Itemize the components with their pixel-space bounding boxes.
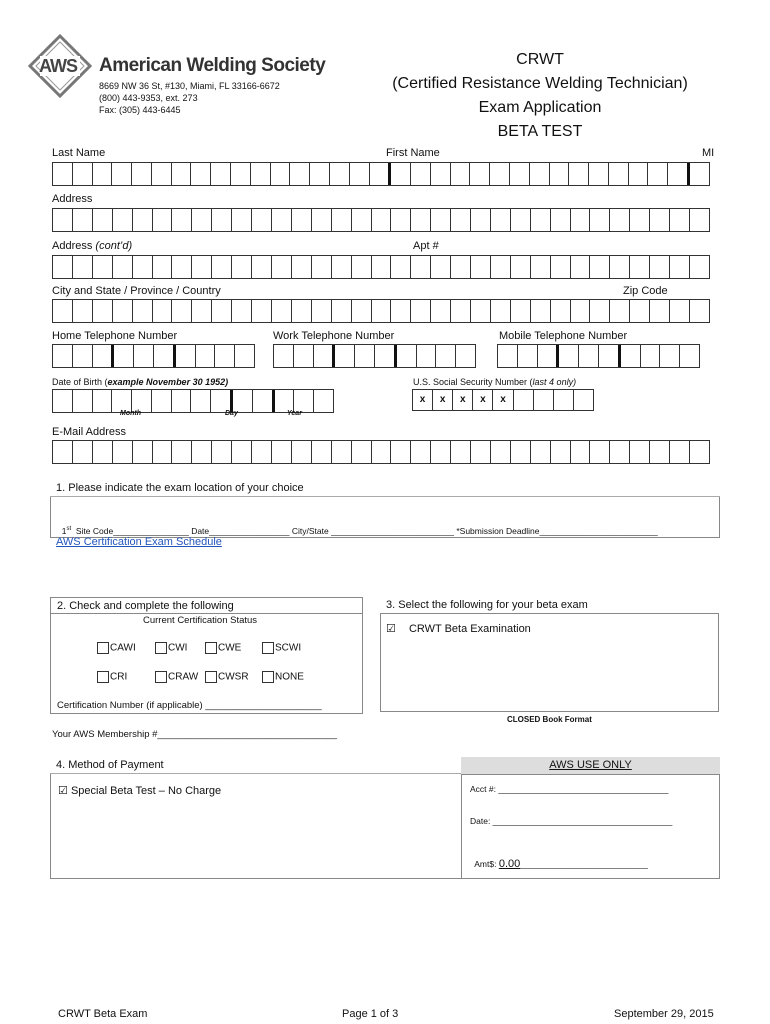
work-phone-label: Work Telephone Number — [273, 330, 395, 342]
cert-number-field[interactable]: Certification Number (if applicable) ______________________ — [57, 700, 322, 711]
cert-option-cwsr[interactable] — [205, 671, 249, 683]
checkbox-icon — [205, 642, 217, 654]
cert-option-label: CWSR — [218, 671, 249, 683]
footer-date: September 29, 2015 — [614, 1008, 714, 1020]
mi-label: MI — [702, 147, 715, 159]
dob-year-caption: Year — [287, 410, 302, 417]
cert-option-label: CWI — [168, 642, 188, 654]
cert-option-cri[interactable] — [97, 671, 127, 683]
ssn-mask-2: x — [433, 390, 453, 410]
aws-logo — [28, 34, 92, 98]
dob-label-main: Date of Birth ( — [52, 377, 108, 387]
ordinal-sup: st — [66, 526, 72, 533]
membership-field[interactable]: Your AWS Membership #__________________________________ — [52, 729, 338, 740]
dob-day-caption: Day — [225, 410, 238, 417]
ssn-mask-3: x — [453, 390, 473, 410]
org-name: American Welding Society — [99, 55, 326, 76]
cert-option-cwe[interactable] — [205, 642, 241, 654]
zip-label: Zip Code — [623, 285, 668, 297]
title-line4: BETA TEST — [497, 123, 583, 140]
cert-option-cawi[interactable] — [97, 642, 136, 654]
ordinal: 1 — [61, 526, 67, 536]
beta-exam-label: CRWT Beta Examination — [408, 623, 531, 635]
section2-panel — [50, 613, 363, 714]
address-contd-main: Address — [52, 240, 96, 252]
section3-header: 3. Select the following for your beta exam — [380, 597, 720, 614]
cert-option-none[interactable] — [262, 671, 304, 683]
amount-line: ___________________________ — [520, 859, 648, 869]
address-contd-italic: (cont’d) — [95, 240, 133, 252]
ssn-label-main: U.S. Social Security Number ( — [413, 377, 533, 387]
section1-header: 1. Please indicate the exam location of your choice — [50, 480, 720, 497]
city-boxes[interactable] — [52, 299, 710, 323]
no-charge-label: Special Beta Test – No Charge — [70, 785, 222, 797]
section2-header: 2. Check and complete the following — [50, 597, 363, 614]
cert-option-cwi[interactable] — [155, 642, 187, 654]
cert-option-label: CRI — [110, 671, 128, 683]
acct-field[interactable]: Acct #: ____________________________________ — [470, 784, 669, 794]
org-phone: (800) 443-9353, ext. 273 — [99, 93, 198, 103]
ssn-mask-5: x — [493, 390, 513, 410]
ssn-mask-1: x — [413, 390, 433, 410]
checked-box-icon: ☑ — [58, 785, 68, 797]
cert-option-label: NONE — [275, 671, 304, 683]
org-address: 8669 NW 36 St, #130, Miami, FL 33166-6672 — [99, 81, 280, 91]
logo-text: AWS — [39, 56, 78, 76]
home-phone-label: Home Telephone Number — [52, 330, 178, 342]
amount-field[interactable] — [470, 848, 648, 870]
checkbox-icon — [155, 642, 167, 654]
site-fields: Site Code________________ Date_________________ City/State __________________________ *Submission Deadline_________________________ — [71, 526, 658, 536]
dob-label — [52, 377, 228, 387]
mobile-phone-label: Mobile Telephone Number — [499, 330, 628, 342]
email-boxes[interactable] — [52, 440, 710, 464]
beta-exam-option[interactable] — [386, 622, 531, 635]
checkbox-icon — [97, 642, 109, 654]
footer-page: Page 1 of 3 — [342, 1008, 399, 1020]
checkbox-icon — [262, 671, 274, 683]
dob-month-caption: Month — [120, 410, 141, 417]
office-header — [461, 757, 720, 775]
last-name-label: Last Name — [52, 147, 106, 159]
checked-box-icon: ☑ — [386, 623, 396, 635]
name-boxes[interactable] — [52, 162, 710, 186]
dob-example: example November 30 1952) — [107, 377, 229, 387]
checkbox-icon — [205, 671, 217, 683]
section4-header: 4. Method of Payment — [50, 757, 461, 774]
apt-label: Apt # — [413, 240, 439, 252]
checkbox-icon — [262, 642, 274, 654]
title-line3: Exam Application — [478, 99, 602, 116]
cert-option-label: CWE — [218, 642, 242, 654]
cert-option-scwi[interactable] — [262, 642, 301, 654]
address2-boxes[interactable] — [52, 255, 710, 279]
ssn-mask-4: x — [473, 390, 493, 410]
amount-label: Amt$: — [474, 859, 499, 869]
form-title — [370, 48, 710, 144]
exam-schedule-link[interactable]: AWS Certification Exam Schedule — [56, 536, 222, 548]
ssn-boxes[interactable] — [412, 389, 594, 411]
email-label: E-Mail Address — [52, 426, 126, 438]
org-fax: Fax: (305) 443-6445 — [99, 105, 181, 115]
address-boxes[interactable] — [52, 208, 710, 232]
cert-option-label: CRAW — [168, 671, 199, 683]
checkbox-icon — [97, 671, 109, 683]
address-contd-label — [52, 240, 132, 252]
ssn-hint: last 4 only) — [532, 377, 577, 387]
amount-value: 0.00 — [498, 858, 521, 870]
home-phone-boxes[interactable] — [52, 344, 255, 368]
closed-book-note: CLOSED Book Format — [507, 715, 592, 724]
cert-option-label: CAWI — [110, 642, 136, 654]
footer-left: CRWT Beta Exam — [58, 1008, 148, 1020]
work-phone-boxes[interactable] — [273, 344, 476, 368]
title-line1: CRWT — [516, 51, 564, 68]
section1-row[interactable] — [57, 516, 658, 536]
no-charge-option[interactable] — [58, 784, 221, 797]
title-line2: (Certified Resistance Welding Technician) — [392, 75, 688, 92]
mobile-phone-boxes[interactable] — [497, 344, 700, 368]
checkbox-icon — [155, 671, 167, 683]
date-field[interactable]: Date: ______________________________________ — [470, 816, 673, 826]
address-label: Address — [52, 193, 93, 205]
first-name-label: First Name — [386, 147, 440, 159]
city-label: City and State / Province / Country — [52, 285, 221, 297]
ssn-label — [413, 377, 576, 387]
cert-option-craw[interactable] — [155, 671, 198, 683]
cert-option-label: SCWI — [275, 642, 302, 654]
cert-status-subheader: Current Certification Status — [143, 615, 258, 626]
office-header-label: AWS USE ONLY — [549, 759, 632, 771]
